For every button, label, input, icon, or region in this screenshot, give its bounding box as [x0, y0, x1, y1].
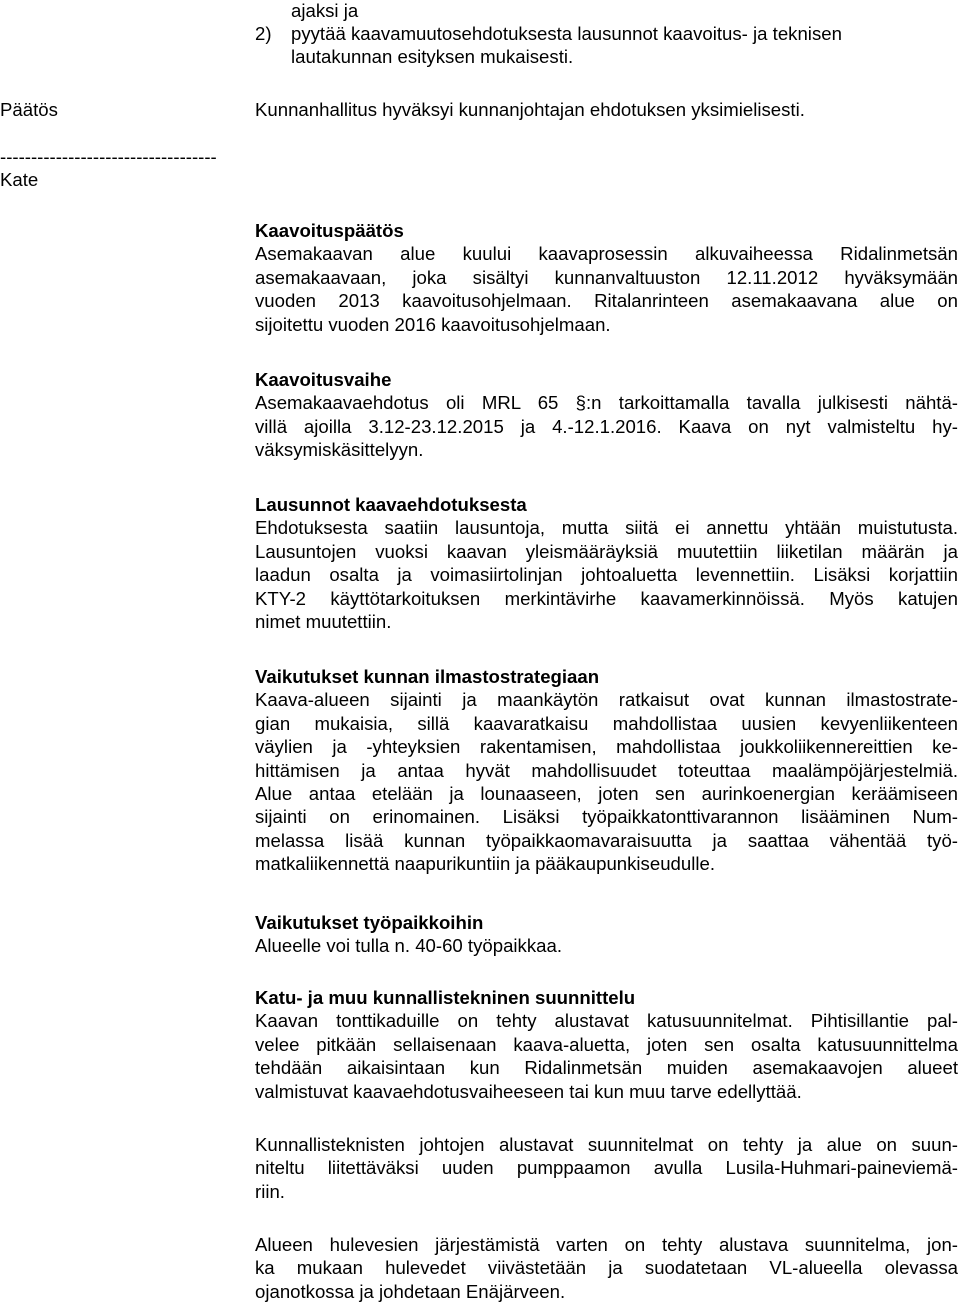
- section-hulevedet: [255, 1233, 958, 1303]
- paragraph-line: riin.: [255, 1180, 285, 1202]
- paragraph-line: Kaava-alueen sijainti ja maankäytön ratkaisut ovat kunnan ilmastostrate-: [255, 689, 958, 711]
- paragraph-line: matkaliikennettä naapurikuntiin ja pääkaupunkiseudulle.: [255, 853, 715, 875]
- list-item-number: 2): [255, 23, 272, 44]
- paragraph-line: hittämisen ja antaa hyvät mahdollisuudet toteuttaa maalämpöjärjestelmiä.: [255, 759, 958, 781]
- paragraph-line: tehdään aikaisintaan kun Ridalinmetsän muiden asemakaavojen alueet: [255, 1057, 958, 1079]
- paragraph-line: Alueelle voi tulla n. 40-60 työpaikkaa.: [255, 935, 562, 957]
- paragraph-line: Alueen hulevesien järjestämistä varten on tehty alustava suunnitelma, jon-: [255, 1234, 958, 1255]
- section-ilmastostrategia: [255, 665, 958, 876]
- section-tyopaikat: [255, 911, 958, 958]
- paragraph-line: Kaavan tonttikaduille on tehty alustavat katusuunnitelmat. Pihtisillantie pal-: [255, 1010, 958, 1032]
- section-paragraph: [255, 1233, 958, 1303]
- paragraph-line: villä ajoilla 3.12-23.12.2015 ja 4.-12.1.2016. Kaava on nyt valmisteltu hy-: [255, 415, 958, 437]
- decision-label: Päätös: [0, 99, 58, 120]
- paragraph-line: ojanotkossa ja johdetaan Enäjärveen.: [255, 1280, 566, 1302]
- section-paragraph: [255, 1133, 958, 1203]
- paragraph-line: sijainti on erinomainen. Lisäksi työpaikkatonttivarannon lisääminen Num-: [255, 806, 958, 828]
- list-continuation: ajaksi ja: [291, 0, 359, 21]
- section-paragraph: [255, 391, 958, 461]
- paragraph-line: väksymiskäsittelyyn.: [255, 439, 424, 461]
- section-kaavoitusvaihe: [255, 368, 958, 462]
- section-heading: Kaavoituspäätös: [255, 220, 404, 241]
- section-kunnallistekniikka: [255, 1133, 958, 1203]
- section-heading: Lausunnot kaavaehdotuksesta: [255, 494, 527, 515]
- paragraph-line: Ehdotuksesta saatiin lausuntoja, mutta siitä ei annettu yhtään muistutusta.: [255, 517, 958, 539]
- paragraph-line: niteltu liitettäväksi uuden pumppaamon avulla Lusila-Huhmari-paineviemä-: [255, 1157, 958, 1179]
- paragraph-line: vuoden 2013 kaavoitusohjelmaan. Ritalanrinteen asemakaavana alue on: [255, 290, 958, 312]
- section-lausunnot: [255, 493, 958, 633]
- paragraph-line: valmistuvat kaavaehdotusvaiheeseen tai kun muu tarve edellyttää.: [255, 1080, 802, 1102]
- section-katusuunnittelu: [255, 986, 958, 1103]
- paragraph-line: KTY-2 käyttötarkoituksen merkintävirhe kaavamerkinnöissä. Myös katujen: [255, 587, 958, 609]
- list-item-text: [291, 22, 956, 69]
- paragraph-line: sijoitettu vuoden 2016 kaavoitusohjelmaan.: [255, 313, 611, 335]
- section-heading: Vaikutukset työpaikkoihin: [255, 912, 484, 933]
- paragraph-line: Kunnallisteknisten johtojen alustavat suunnitelmat on tehty ja alue on suun-: [255, 1134, 958, 1155]
- paragraph-line: gian mukaisia, sillä kaavaratkaisu mahdollistaa uusien kevyenliikenteen: [255, 712, 958, 734]
- paragraph-line: asemakaavaan, joka sisältyi kunnanvaltuuston 12.11.2012 hyväksymään: [255, 266, 958, 288]
- section-kaavoituspaatos: [255, 219, 958, 336]
- section-label-kate: Kate: [0, 169, 39, 190]
- section-paragraph: [255, 934, 958, 957]
- list-item-line: pyytää kaavamuutosehdotuksesta lausunnot kaavoitus- ja teknisen: [291, 23, 842, 44]
- separator-line: -----------------------------------: [0, 146, 217, 167]
- section-heading: Vaikutukset kunnan ilmastostrategiaan: [255, 666, 600, 687]
- paragraph-line: Asemakaavaehdotus oli MRL 65 §:n tarkoittamalla tavalla julkisesti nähtä-: [255, 392, 958, 414]
- paragraph-line: ka mukaan hulevedet viivästetään ja suodatetaan VL-alueella olevassa: [255, 1257, 958, 1279]
- section-paragraph: [255, 688, 958, 875]
- decision-text: Kunnanhallitus hyväksyi kunnanjohtajan ehdotuksen yksimielisesti.: [255, 99, 805, 120]
- paragraph-line: väylien ja -yhteyksien rakentamisen, mahdollistaa joukkoliikennereittien ke-: [255, 736, 958, 758]
- section-paragraph: [255, 242, 958, 336]
- paragraph-line: Asemakaavan alue kuului kaavaprosessin alkuvaiheessa Ridalinmetsän: [255, 243, 958, 265]
- paragraph-line: Alue antaa etelään ja lounaaseen, joten sen aurinkoenergian keräämiseen: [255, 783, 958, 805]
- section-paragraph: [255, 516, 958, 633]
- paragraph-line: laadun osalta ja voimasiirtolinjan johtoaluetta levennettiin. Lisäksi korjattiin: [255, 564, 958, 586]
- section-paragraph: [255, 1009, 958, 1103]
- paragraph-line: nimet muutettiin.: [255, 611, 392, 633]
- paragraph-line: melassa lisää kunnan työpaikkaomavaraisuutta ja saattaa vähentää työ-: [255, 829, 958, 851]
- paragraph-line: Lausuntojen vuoksi kaavan yleismääräyksiä muutettiin liiketilan määrän ja: [255, 540, 958, 562]
- paragraph-line: velee pitkään sellaisenaan kaava-aluetta, joten sen osalta katusuunnittelma: [255, 1033, 958, 1055]
- section-heading: Katu- ja muu kunnallistekninen suunnittelu: [255, 987, 636, 1008]
- list-item-line: lautakunnan esityksen mukaisesti.: [291, 46, 574, 68]
- section-heading: Kaavoitusvaihe: [255, 369, 392, 390]
